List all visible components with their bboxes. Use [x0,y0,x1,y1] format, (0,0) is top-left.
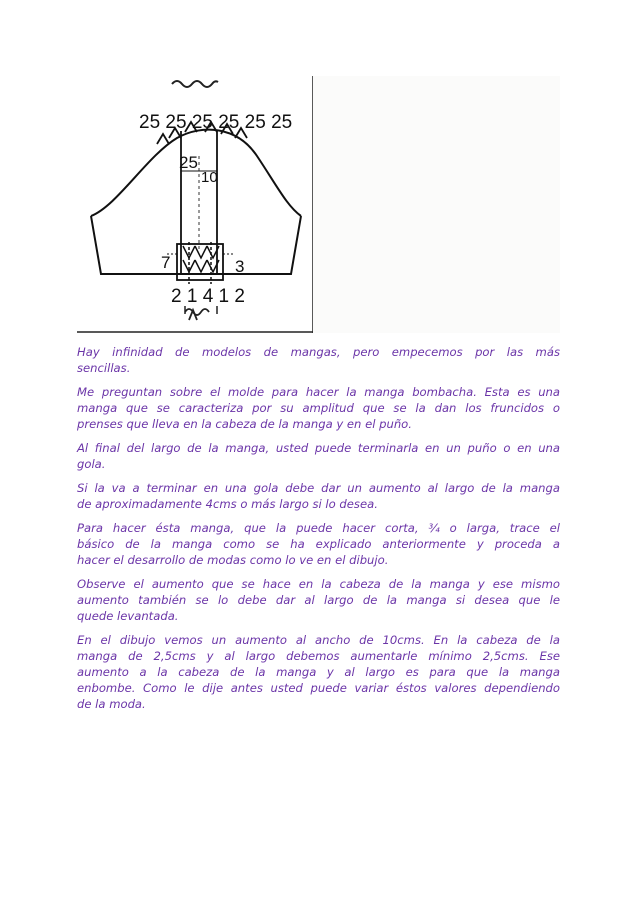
pattern-cuff-label: 2 1 4 1 2 [171,286,245,307]
paragraph [77,344,560,376]
text-line: aumento también se lo debe dar al largo de la manga si desea que le [77,593,560,607]
text-line: Hay infinidad de modelos de mangas, pero empecemos por las más [77,345,560,359]
text-line: Al final del largo de la manga, usted puede terminarla en un puño o en una [77,441,560,455]
text-line: de la moda. [77,697,146,711]
text-line: manga de 2,5cms y al largo debemos aumentarle mínimo 2,5cms. Ese [77,649,560,663]
paragraph [77,520,560,568]
sleeve-pattern-svg [77,76,313,333]
paragraph [77,632,560,712]
pattern-width-label: 10 [201,169,218,186]
text-line: manga que se caracteriza por su amplitud que se la dan los fruncidos o [77,401,560,415]
text-line: gola. [77,457,106,471]
text-line: sencillas. [77,361,131,375]
text-line: Observe el aumento que se hace en la cabeza de la manga y ese mismo [77,577,560,591]
paragraph [77,480,560,512]
pattern-top-label: 25 25 25 25 25 25 [139,112,293,133]
text-line: básico de la manga como se ha explicado anteriormente y proceda a [77,537,560,551]
figure-area [77,76,560,333]
text-line: prenses que lleva en la cabeza de la manga y en el puño. [77,417,412,431]
text-line: quede levantada. [77,609,179,623]
pattern-left-label: 7 [161,253,171,272]
paragraph [77,440,560,472]
text-line: Si la va a terminar en una gola debe dar un aumento al largo de la manga [77,481,560,495]
pattern-right-label: 3 [235,257,245,276]
sleeve-pattern-drawing [77,76,313,333]
article-body [77,344,560,720]
text-line: enbombe. Como le dije antes usted puede variar éstos valores dependiendo [77,681,560,695]
paragraph [77,576,560,624]
text-line: En el dibujo vemos un aumento al ancho de 10cms. En la cabeza de la [77,633,560,647]
pattern-ease-label: 25 [179,153,198,172]
text-line: hacer el desarrollo de modas como lo ve en el dibujo. [77,553,389,567]
text-line: Me preguntan sobre el molde para hacer la manga bombacha. Esta es una [77,385,560,399]
text-line: de aproximadamente 4cms o más largo si lo desea. [77,497,378,511]
text-line: Para hacer ésta manga, que la puede hacer corta, ¾ o larga, trace el [77,521,560,535]
text-line: aumento a la cabeza de la manga y al largo es para que la manga [77,665,560,679]
paragraph [77,384,560,432]
